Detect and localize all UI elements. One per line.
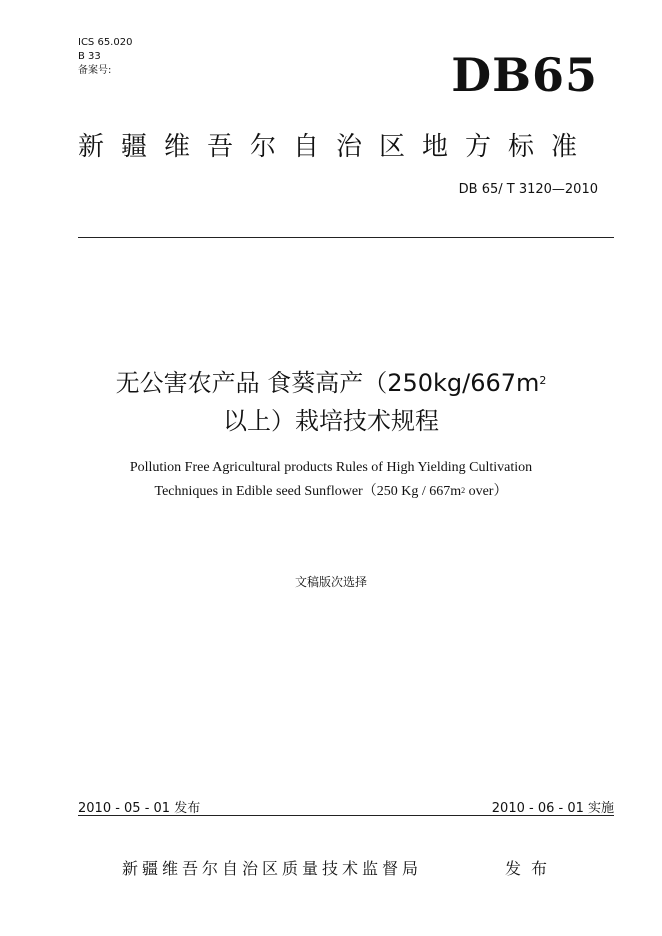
date-row: [78, 797, 614, 816]
english-title-line-1: Pollution Free Agricultural products Rules of High Yielding Cultivation: [129, 460, 533, 475]
chinese-title-line-1-text: 无公害农产品 食葵高产（250kg/667m: [115, 369, 540, 397]
english-title-superscript: 2: [461, 486, 466, 495]
chinese-title-line-1: [60, 364, 602, 402]
chinese-title: [60, 364, 602, 440]
issuing-authority: 新疆维吾尔自治区质量技术监督局: [122, 859, 423, 878]
english-title-line-2-text: Techniques in Edible seed Sunflower（250 Kg / 667m: [154, 484, 462, 499]
header-divider: [78, 237, 614, 238]
english-title-line-2-tail: over）: [465, 484, 508, 499]
issue-label: 发布: [505, 859, 558, 878]
issue-date: 2010 - 05 - 01 发布: [78, 801, 201, 816]
classification-code: B 33: [78, 51, 101, 62]
english-title-line-2: [80, 480, 582, 504]
ics-code: ICS 65.020: [78, 37, 133, 48]
organization-title: 新疆维吾尔自治区地方标准: [78, 132, 595, 162]
implementation-date: 2010 - 06 - 01 实施: [491, 801, 614, 816]
record-number-label: 备案号:: [78, 65, 112, 76]
draft-version-note: 文稿版次选择: [294, 575, 367, 589]
document-meta: [78, 36, 132, 78]
standard-number: DB 65/ T 3120—2010: [458, 182, 598, 197]
chinese-title-superscript: 2: [539, 374, 547, 387]
standard-logo: DB65: [451, 48, 598, 102]
chinese-title-line-2: 以上）栽培技术规程: [223, 407, 439, 435]
english-title: [80, 456, 582, 504]
